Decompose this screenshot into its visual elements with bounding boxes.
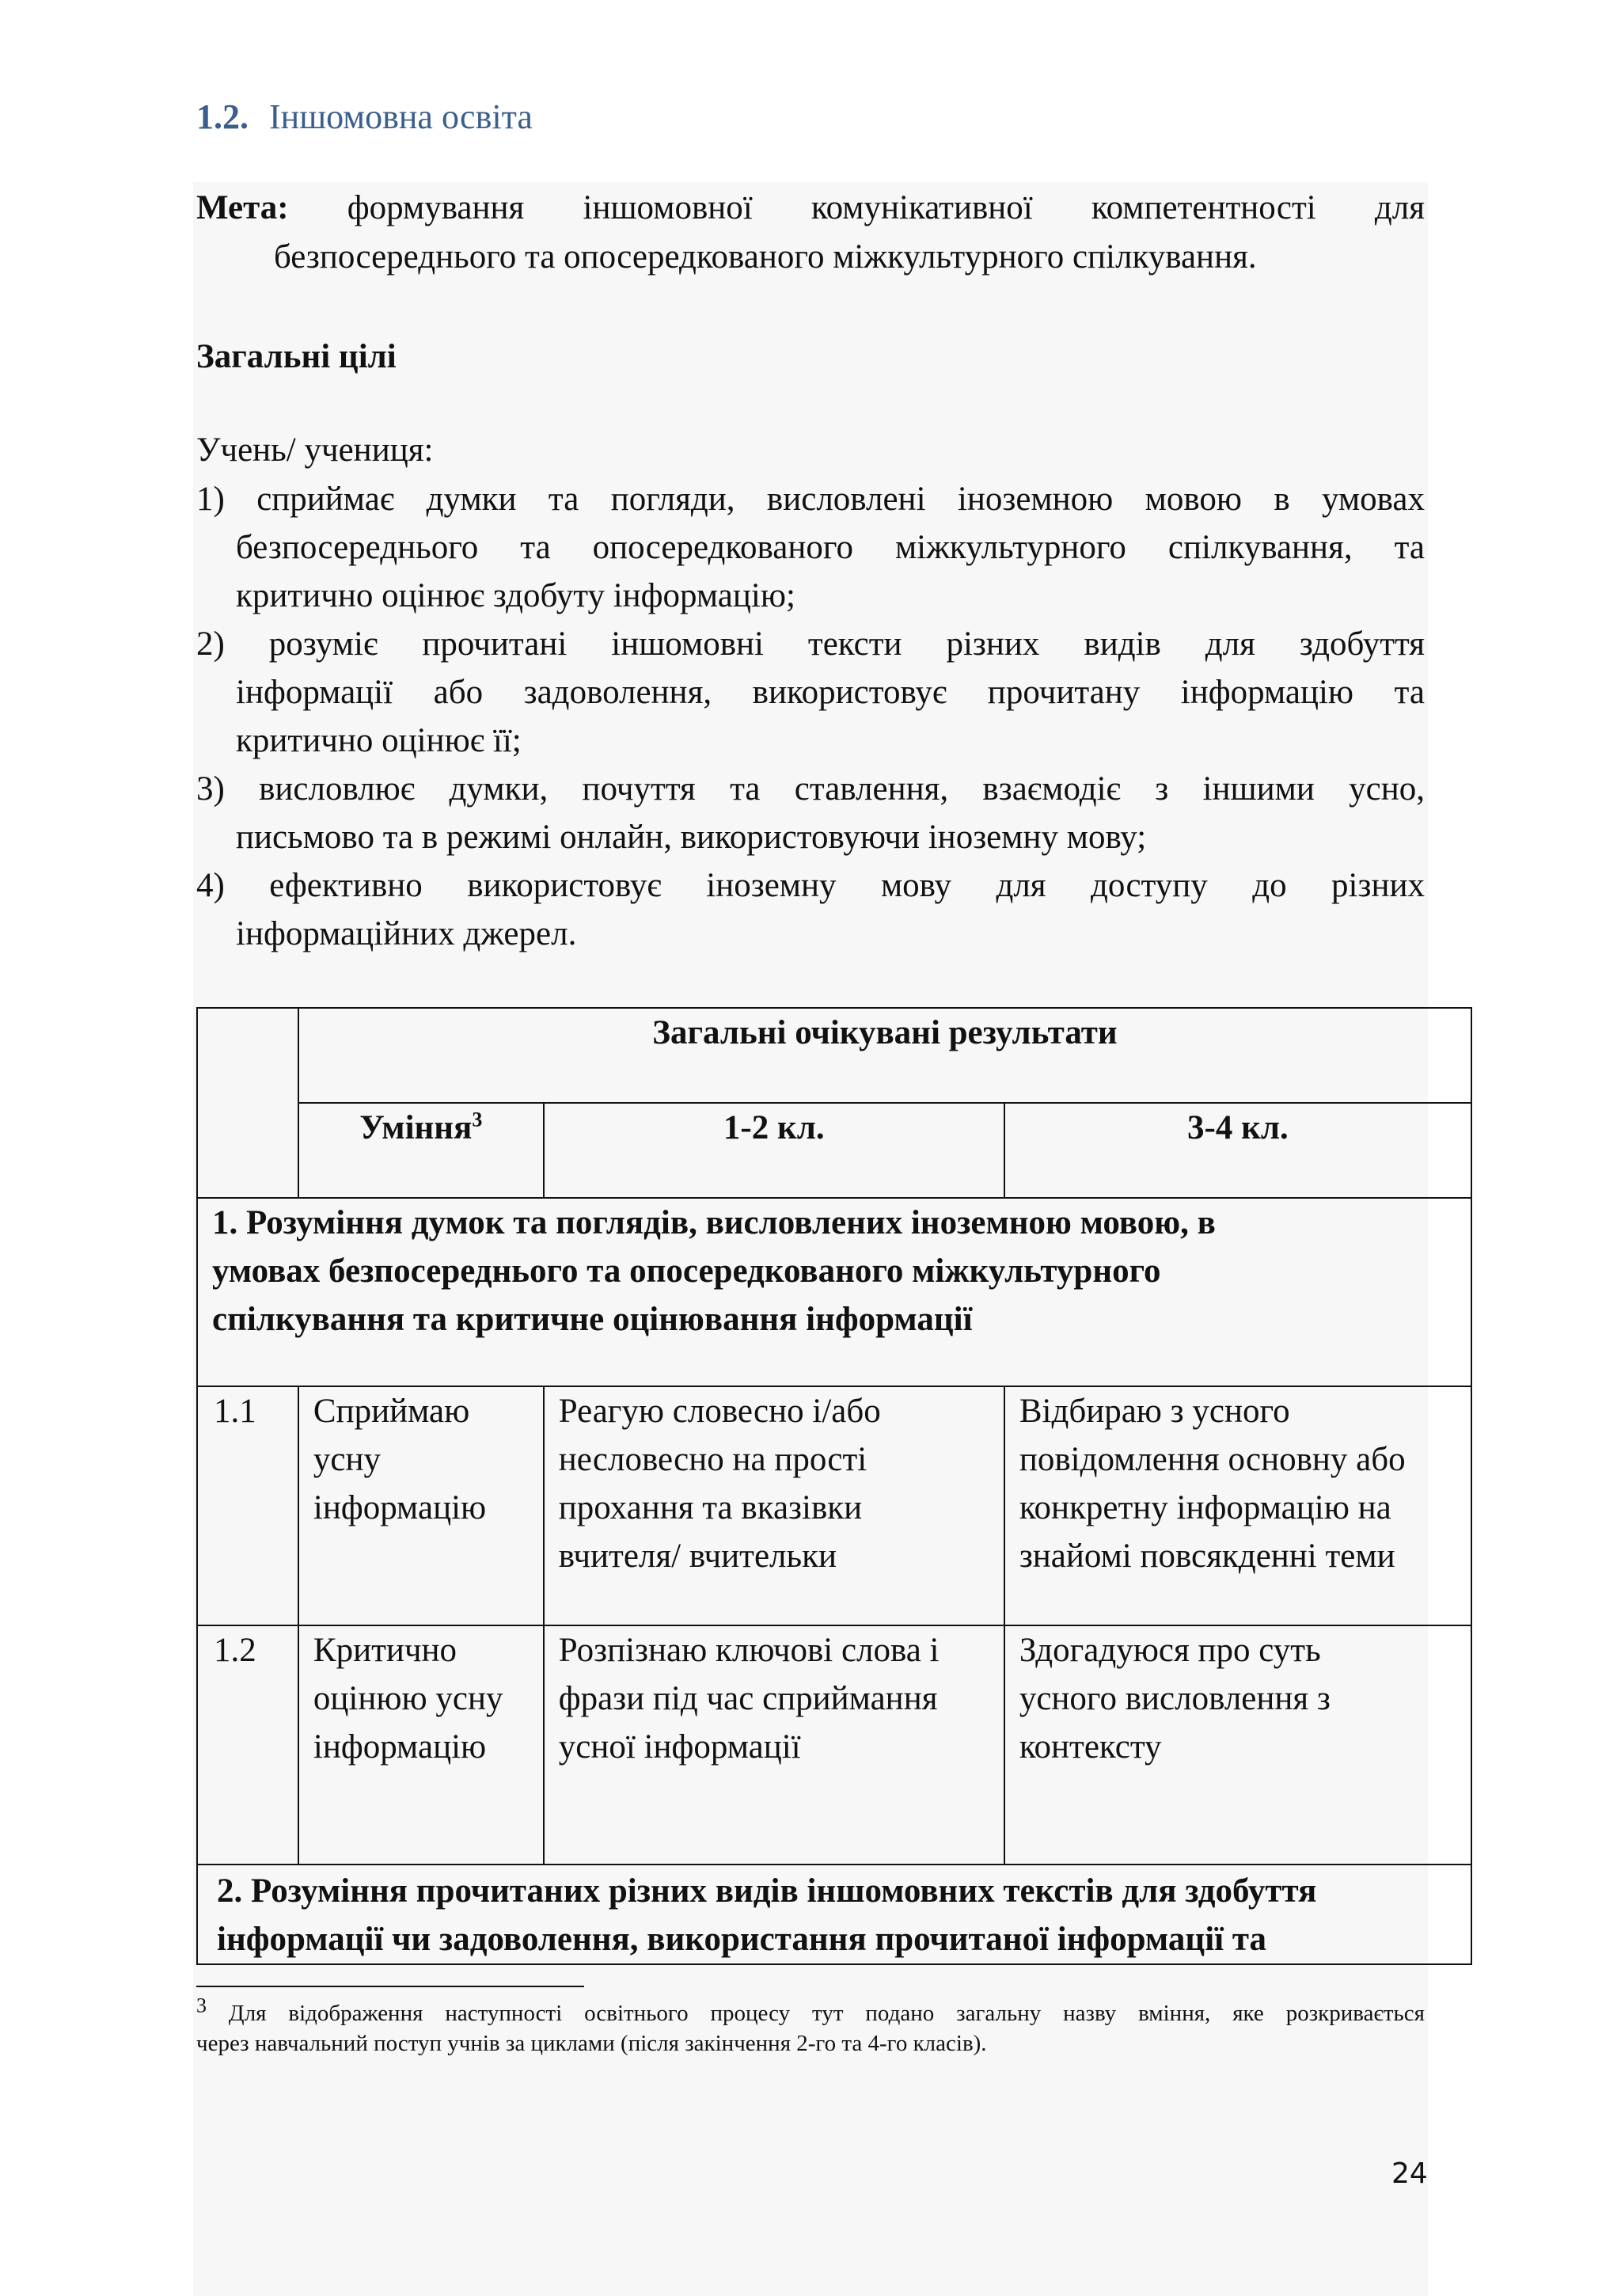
section-number: 1.2. — [196, 97, 249, 136]
table-title-row — [197, 1008, 1471, 1103]
table-header-row — [197, 1103, 1471, 1198]
table-section-row — [197, 1865, 1471, 1964]
row-number: 1.2 — [197, 1625, 298, 1865]
student-intro: Учень/ учениця: — [196, 431, 434, 469]
table-row — [197, 1386, 1471, 1625]
general-goals-heading: Загальні цілі — [196, 338, 397, 375]
goal-text-line1: формування іншомовної комунікативної компетентності для — [347, 189, 1425, 226]
goal-label: Мета: — [196, 189, 289, 226]
grades-1-2-cell: Реагую словесно і/або несловесно на прості прохання та вказівки вчителя/ вчительки — [544, 1386, 1004, 1625]
col-header-skill: Уміння$^3$ — [298, 1103, 544, 1198]
list-item: 1) сприймає думки та погляди, висловлені іноземною мовою в умовах безпосереднього та опосередкованого міжкультурного спілкування, та критично оцінює здобуту інформацію; — [196, 481, 1425, 614]
goal-text-line2: безпосереднього та опосередкованого міжкультурного спілкування. — [274, 238, 1257, 276]
table-title: Загальні очікувані результати — [298, 1008, 1471, 1103]
skill-cell: Критично оцінюю усну інформацію — [298, 1625, 544, 1865]
page-number: 24 — [1391, 2157, 1428, 2190]
goals-list — [196, 475, 1425, 958]
results-table — [196, 1007, 1472, 1965]
table-row — [197, 1625, 1471, 1865]
section-title: Іншомовна освіта — [269, 97, 533, 136]
list-item: 2) розуміє прочитані іншомовні тексти різних видів для здобуття інформації або задоволення, використовує прочитану інформацію та критично оцінює її; — [196, 625, 1425, 759]
footnote — [196, 1994, 1425, 2058]
grades-3-4-cell: Відбираю з усного повідомлення основну або конкретну інформацію на знайомі повсякденні теми — [1004, 1386, 1471, 1625]
list-item: 3) висловлює думки, почуття та ставлення, взаємодіє з іншими усно, письмово та в режимі онлайн, використовуючи іноземну мову; — [196, 770, 1425, 856]
goal-paragraph — [196, 184, 1425, 282]
footnote-marker: 3 — [196, 1994, 207, 2017]
skill-cell: Сприймаю усну інформацію — [298, 1386, 544, 1625]
grades-3-4-cell: Здогадуюся про суть усного висловлення з контексту — [1004, 1625, 1471, 1865]
empty-corner-cell — [197, 1008, 298, 1198]
col-header-grades-3-4: 3-4 кл. — [1004, 1103, 1471, 1198]
grades-1-2-cell: Розпізнаю ключові слова і фрази під час сприймання усної інформації — [544, 1625, 1004, 1865]
col-header-grades-1-2: 1-2 кл. — [544, 1103, 1004, 1198]
list-item: 4) ефективно використовує іноземну мову для доступу до різних інформаційних джерел. — [196, 867, 1425, 952]
footnote-line1: Для відображення наступності освітнього процесу тут подано загальну назву вміння, яке розкривається — [228, 2001, 1425, 2026]
row-number: 1.1 — [197, 1386, 298, 1625]
section-heading — [196, 97, 533, 137]
section-2-title: 2. Розуміння прочитаних різних видів іншомовних текстів для здобуття інформації чи задоволення, використання прочитаної інформації та — [197, 1865, 1471, 1964]
section-1-title: 1. Розуміння думок та поглядів, висловлених іноземною мовою, в умовах безпосереднього та опосередкованого міжкультурного спілкування та критичне оцінювання інформації — [197, 1198, 1471, 1386]
table-section-row — [197, 1198, 1471, 1386]
footnote-line2: через навчальний поступ учнів за циклами (після закінчення 2-го та 4-го класів). — [196, 2031, 987, 2056]
footnote-divider — [196, 1986, 584, 1987]
